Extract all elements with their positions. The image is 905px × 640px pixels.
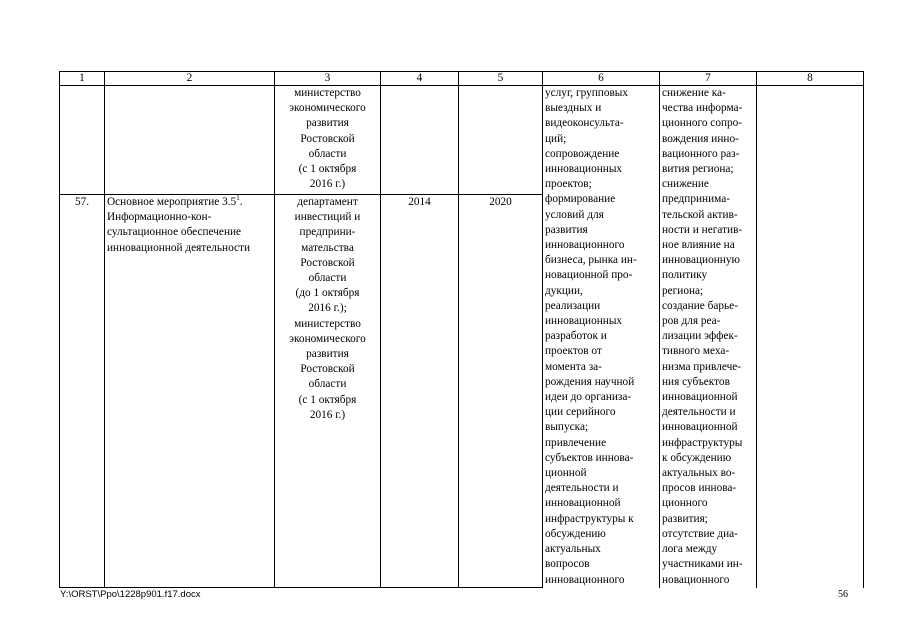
consequences-line: предпринима- [662, 193, 730, 206]
expected-result-line: реализации [545, 299, 601, 312]
expected-result-line: субъектов иннова- [545, 451, 634, 464]
consequences-line: ционного [662, 497, 708, 510]
cont-responsible-line: развития [306, 117, 349, 130]
cont-responsible-line: области [308, 147, 347, 160]
start-year: 2014 [381, 195, 459, 588]
expected-result-line: видеоконсульта- [545, 117, 624, 130]
consequences-line: актуальных во- [662, 467, 736, 480]
expected-result-line: формирование [545, 193, 616, 206]
expected-result-line: ций; [545, 132, 567, 145]
consequences-line: инфраструктуры [662, 436, 743, 449]
consequences-line: вождения инно- [662, 132, 739, 145]
responsible-line: министерство [294, 317, 361, 330]
responsible-line: области [308, 272, 347, 285]
expected-result-line: условий для [545, 208, 604, 221]
consequences-line: инновационную [662, 254, 740, 267]
expected-result-line: привлечение [545, 436, 607, 449]
expected-result-line: услуг, групповых [545, 87, 629, 99]
expected-result-line: обсуждению [545, 527, 606, 540]
consequences-line: чества информа- [662, 102, 743, 115]
cont-col-4 [381, 86, 459, 195]
consequences-line: тивного меха- [662, 345, 730, 358]
consequences-line: низма привлече- [662, 360, 742, 373]
activity-title-tail: . [239, 196, 243, 208]
expected-result-line: актуальных [545, 543, 601, 556]
consequences-line: ное влияние на [662, 239, 735, 252]
activity-title [105, 195, 275, 588]
expected-result-cell [543, 86, 660, 588]
responsible-executor [275, 195, 381, 588]
consequences-line: ционного сопро- [662, 117, 743, 130]
header-col-8: 8 [757, 72, 864, 86]
cont-col-2 [105, 86, 275, 195]
consequences-line: отсутствие диа- [662, 527, 738, 540]
cont-col-1 [60, 86, 105, 195]
consequences-line: политику [662, 269, 708, 282]
expected-result-line: инновационной [545, 497, 621, 510]
consequences-line: региона; [662, 284, 704, 297]
row-number: 57. [60, 195, 105, 588]
expected-result-line: проектов; [545, 178, 592, 191]
consequences-line: деятельности и [662, 406, 736, 419]
consequences-line: инновационной [662, 391, 738, 404]
header-col-2: 2 [105, 72, 275, 86]
header-col-6: 6 [543, 72, 660, 86]
responsible-line: развития [306, 348, 349, 361]
expected-result-line: проектов от [545, 345, 602, 358]
consequences-line: ности и негатив- [662, 223, 743, 236]
expected-result-line: рождения научной [545, 375, 635, 388]
consequences-line: новационного [662, 573, 730, 586]
consequences-line: снижение ка- [662, 87, 726, 99]
responsible-line: Ростовской [300, 363, 355, 376]
header-col-3: 3 [275, 72, 381, 86]
consequences-line: вития региона; [662, 163, 734, 176]
responsible-line: (до 1 октября [295, 287, 360, 300]
expected-result-line: дукции, [545, 284, 583, 297]
expected-result-line: ционной [545, 467, 587, 480]
activity-title-line [107, 195, 272, 210]
end-year: 2020 [459, 195, 543, 588]
footnote-mark: 1 [236, 194, 240, 203]
cont-responsible-line: 2016 г.) [309, 178, 346, 191]
responsible-line: (с 1 октября [298, 393, 357, 406]
consequences-line: ния субъектов [662, 375, 730, 388]
consequences-line: просов иннова- [662, 482, 737, 495]
column-number-row [60, 72, 864, 86]
responsible-line: 2016 г.) [309, 408, 346, 421]
expected-result-line: инновационных [545, 163, 623, 176]
expected-result-line: новационной про- [545, 269, 633, 282]
expected-result-line: выпуска; [545, 421, 589, 434]
consequences-line: тельской актив- [662, 208, 738, 221]
responsible-line: предприни- [299, 226, 356, 239]
header-col-4: 4 [381, 72, 459, 86]
continuation-row [60, 86, 864, 195]
cont-responsible-line: Ростовской [300, 132, 355, 145]
expected-result-line: инновационных [545, 315, 623, 328]
expected-result-line: бизнеса, рынка ин- [545, 254, 637, 267]
header-col-1: 1 [60, 72, 105, 86]
expected-result-line: момента за- [545, 360, 602, 373]
page-number: 56 [838, 589, 848, 600]
cont-responsible-line: (с 1 октября [298, 163, 357, 176]
activity-title-line: Информационно-кон- [107, 211, 212, 224]
responsible-line: инвестиций и [294, 211, 361, 224]
responsible-line: 2016 г.); [308, 302, 347, 315]
consequences-line: создание барье- [662, 299, 738, 312]
consequences-line: развития; [662, 512, 708, 525]
expected-result-line: инновационного [545, 239, 625, 252]
consequences-line: инновационной [662, 421, 738, 434]
expected-result-line: разработок и [545, 330, 607, 343]
activity-title-line: сультационное обеспечение [107, 226, 242, 239]
expected-result-line: выездных и [545, 102, 602, 115]
expected-result-line: инфраструктуры к [545, 512, 634, 525]
expected-result-line: вопросов [545, 558, 590, 571]
expected-result-line: развития [545, 223, 588, 236]
consequences-cell [660, 86, 757, 588]
responsible-line: мательства [301, 241, 354, 254]
file-path: Y:\ORST\Ppo\1228p901.f17.docx [60, 589, 201, 600]
expected-result-line: деятельности и [545, 482, 619, 495]
col-8-cell [757, 86, 864, 588]
expected-result-line: инновационного [545, 573, 625, 586]
cont-col-5 [459, 86, 543, 195]
cont-responsible-line: экономического [289, 102, 366, 115]
expected-result-line: сопровождение [545, 147, 620, 160]
activity-title-text: Основное мероприятие 3.5 [107, 196, 237, 208]
header-col-5: 5 [459, 72, 543, 86]
program-table [59, 71, 864, 588]
consequences-line: вационного раз- [662, 147, 740, 160]
responsible-line: департамент [297, 196, 358, 208]
consequences-line: к обсуждению [662, 451, 732, 464]
expected-result-line: ции серийного [545, 406, 616, 419]
activity-title-line: инновационной деятельности [107, 241, 251, 254]
header-col-7: 7 [660, 72, 757, 86]
consequences-line: лога между [662, 543, 718, 556]
cont-responsible-line: министерство [294, 87, 361, 99]
consequences-line: участниками ин- [662, 558, 743, 571]
consequences-line: снижение [662, 178, 709, 191]
responsible-line: Ростовской [300, 256, 355, 269]
expected-result-line: идеи до организа- [545, 391, 632, 404]
responsible-line: области [308, 378, 347, 391]
cont-responsible [275, 86, 381, 195]
consequences-line: лизации эффек- [662, 330, 738, 343]
responsible-line: экономического [289, 332, 366, 345]
consequences-line: ров для реа- [662, 315, 721, 328]
